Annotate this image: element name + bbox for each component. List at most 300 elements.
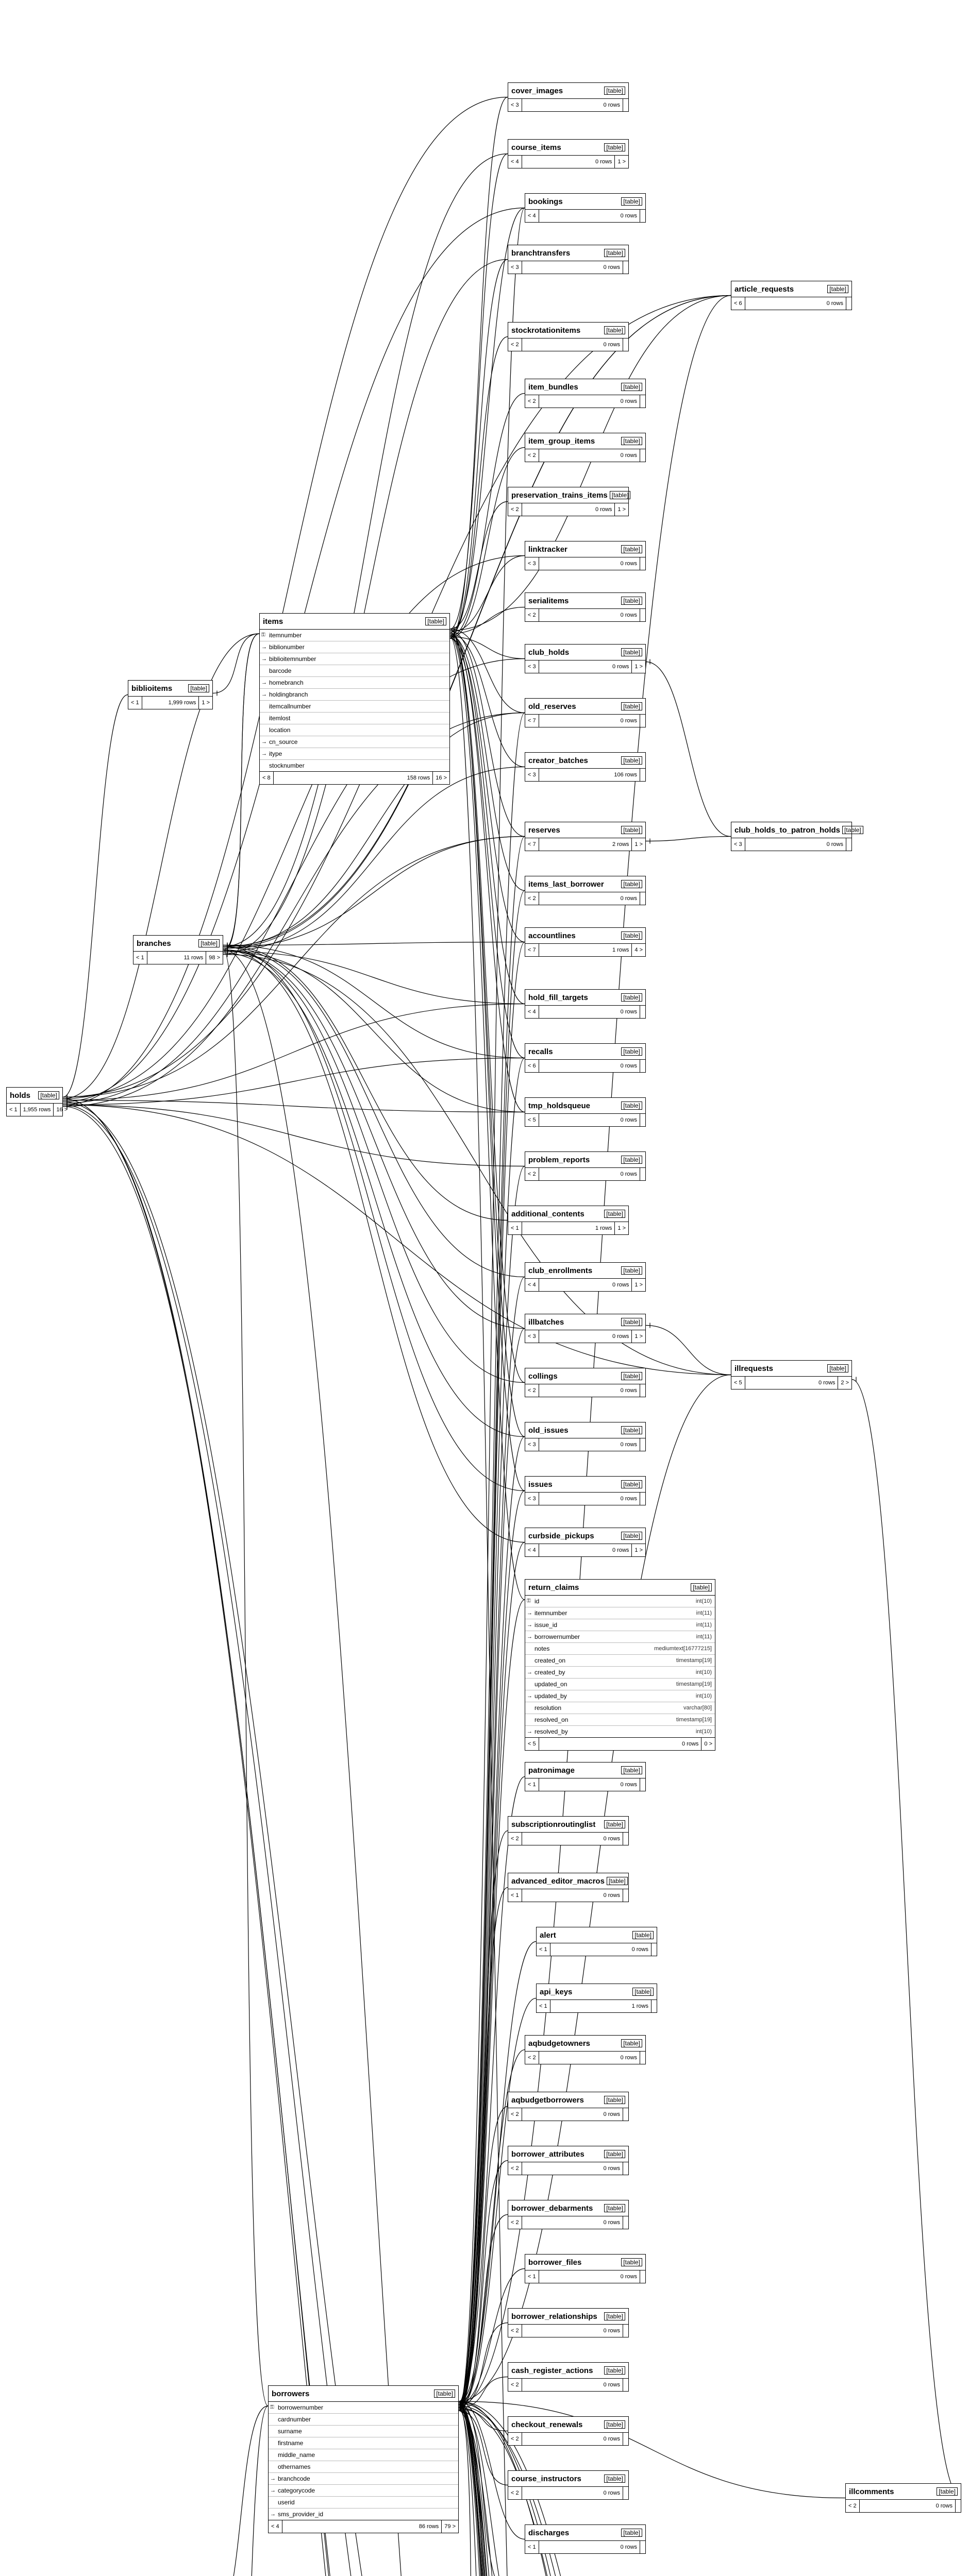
table-creator-batches[interactable] bbox=[525, 752, 646, 782]
table-name[interactable]: borrowers bbox=[272, 2389, 310, 2398]
table-footer bbox=[846, 2500, 961, 2512]
table-biblioitems[interactable] bbox=[128, 680, 213, 709]
child-count[interactable] bbox=[623, 2108, 628, 2121]
parent-count[interactable]: < 2 bbox=[525, 395, 539, 408]
table-reserves[interactable] bbox=[525, 822, 646, 851]
foreign-key-column[interactable] bbox=[525, 1667, 715, 1679]
parent-count[interactable]: < 2 bbox=[508, 2379, 522, 2391]
table-hold-fill-targets[interactable] bbox=[525, 989, 646, 1019]
table-type-tag: [table] bbox=[607, 1877, 628, 1885]
table-name[interactable]: biblioitems bbox=[131, 684, 173, 693]
table-additional-contents[interactable] bbox=[508, 1206, 629, 1235]
child-count[interactable]: 1 > bbox=[202, 700, 210, 706]
table-borrower-attributes[interactable] bbox=[508, 2146, 629, 2175]
table-name[interactable]: item_bundles bbox=[528, 382, 578, 392]
child-count[interactable] bbox=[640, 609, 645, 621]
column-name: → itemnumber bbox=[534, 1609, 567, 1617]
table-subscriptionroutinglist[interactable] bbox=[508, 1816, 629, 1845]
child-count[interactable] bbox=[640, 1778, 645, 1791]
child-count[interactable] bbox=[640, 892, 645, 905]
table-name[interactable]: illrequests bbox=[734, 1364, 774, 1373]
table-footer bbox=[508, 2216, 628, 2229]
child-count[interactable]: 1 > bbox=[634, 664, 643, 670]
row-count: 0 rows bbox=[539, 1330, 632, 1343]
table-items-last-borrower[interactable] bbox=[525, 876, 646, 905]
foreign-key-column[interactable] bbox=[525, 1607, 715, 1619]
child-count[interactable] bbox=[623, 2433, 628, 2445]
relationship-edge bbox=[63, 1102, 536, 2576]
foreign-key-column[interactable] bbox=[269, 2473, 458, 2485]
table-footer bbox=[508, 1222, 628, 1234]
parent-count[interactable]: < 6 bbox=[525, 1060, 539, 1072]
row-count: 0 rows bbox=[539, 1060, 640, 1072]
table-name[interactable]: recalls bbox=[528, 1047, 553, 1056]
table-illrequests[interactable] bbox=[731, 1360, 852, 1389]
parent-count[interactable]: < 3 bbox=[525, 1493, 539, 1505]
child-count[interactable] bbox=[651, 2000, 657, 2012]
relationship-edge bbox=[214, 2406, 268, 2576]
table-curbside-pickups[interactable] bbox=[525, 1528, 646, 1557]
parent-count[interactable]: < 2 bbox=[525, 1384, 539, 1397]
child-count[interactable] bbox=[623, 1889, 628, 1902]
parent-count[interactable]: < 3 bbox=[508, 99, 522, 111]
table-branches[interactable] bbox=[133, 935, 223, 964]
table-name[interactable]: club_holds_to_patron_holds bbox=[734, 825, 841, 835]
child-count[interactable] bbox=[623, 2325, 628, 2337]
table-footer bbox=[525, 1384, 645, 1397]
table-name[interactable]: illbatches bbox=[528, 1317, 564, 1327]
foreign-key-column[interactable] bbox=[260, 748, 449, 760]
table-items[interactable] bbox=[259, 613, 450, 785]
table-header bbox=[731, 822, 861, 838]
table-name[interactable]: illcomments bbox=[849, 2487, 894, 2496]
parent-count[interactable]: < 1 bbox=[508, 1889, 522, 1902]
table-name[interactable]: item_group_items bbox=[528, 436, 595, 446]
table-return-claims[interactable] bbox=[525, 1579, 715, 1751]
parent-count[interactable]: < 2 bbox=[508, 2108, 522, 2121]
column-name: → categorycode bbox=[278, 2487, 315, 2494]
row-count: 86 rows bbox=[282, 2520, 442, 2533]
child-count[interactable] bbox=[623, 261, 628, 274]
child-count[interactable] bbox=[640, 1006, 645, 1018]
table-alert[interactable] bbox=[536, 1927, 657, 1956]
row-count: 0 rows bbox=[539, 1384, 640, 1397]
table-name[interactable]: tmp_holdsqueue bbox=[528, 1101, 591, 1110]
table-borrower-files[interactable] bbox=[525, 2254, 646, 2283]
foreign-key-column[interactable] bbox=[525, 1619, 715, 1631]
table-aqbudgetborrowers[interactable] bbox=[508, 2092, 629, 2121]
table-name[interactable]: items_last_borrower bbox=[528, 879, 604, 889]
child-count[interactable] bbox=[623, 338, 628, 351]
parent-count[interactable]: < 4 bbox=[525, 1006, 539, 1018]
relationship-edge bbox=[223, 950, 525, 1329]
parent-count[interactable]: < 2 bbox=[525, 892, 539, 905]
table-type-tag: [table] bbox=[621, 383, 642, 391]
table-name[interactable]: bookings bbox=[528, 197, 563, 206]
child-count[interactable]: 16 > bbox=[56, 1107, 68, 1113]
parent-count[interactable]: < 3 bbox=[525, 557, 539, 570]
child-count[interactable]: 1 > bbox=[617, 1225, 626, 1231]
column[interactable] bbox=[260, 713, 449, 724]
table-name[interactable]: subscriptionroutinglist bbox=[511, 1820, 596, 1829]
table-branchtransfers[interactable] bbox=[508, 245, 629, 274]
table-header bbox=[525, 990, 645, 1006]
parent-count[interactable]: < 2 bbox=[846, 2500, 860, 2512]
parent-count[interactable]: < 4 bbox=[508, 156, 522, 168]
parent-count[interactable]: < 4 bbox=[269, 2520, 282, 2533]
parent-count[interactable]: < 3 bbox=[508, 261, 522, 274]
column[interactable] bbox=[269, 2449, 458, 2461]
table-club-holds-to-patron-holds[interactable] bbox=[731, 822, 861, 851]
child-count[interactable] bbox=[640, 2270, 645, 2283]
child-count[interactable]: 1 > bbox=[617, 159, 626, 165]
table-name[interactable]: course_instructors bbox=[511, 2474, 581, 2483]
table-preservation-trains-items[interactable] bbox=[508, 487, 629, 516]
table-name[interactable]: discharges bbox=[528, 2528, 570, 2537]
table-name[interactable]: problem_reports bbox=[528, 1155, 590, 1164]
foreign-key-column[interactable] bbox=[260, 736, 449, 748]
parent-count[interactable]: < 2 bbox=[508, 2487, 522, 2499]
table-stockrotationitems[interactable] bbox=[508, 322, 629, 351]
table-type-tag: [table] bbox=[621, 1426, 642, 1434]
row-count: 0 rows bbox=[539, 1114, 640, 1126]
table-course-instructors[interactable] bbox=[508, 2470, 629, 2500]
table-footer bbox=[508, 338, 628, 351]
child-count[interactable]: 79 > bbox=[444, 2523, 456, 2530]
table-name[interactable]: curbside_pickups bbox=[528, 1531, 594, 1540]
parent-count[interactable]: < 1 bbox=[508, 1222, 522, 1234]
table-name[interactable]: branches bbox=[137, 939, 171, 948]
relationship-edge bbox=[646, 837, 731, 841]
foreign-key-column[interactable] bbox=[260, 677, 449, 689]
column[interactable] bbox=[269, 2497, 458, 2509]
table-type-tag: [table] bbox=[604, 2150, 625, 2158]
primary-key-column[interactable] bbox=[269, 2402, 458, 2414]
parent-count[interactable]: < 8 bbox=[260, 772, 274, 784]
column[interactable] bbox=[269, 2437, 458, 2449]
table-footer bbox=[525, 892, 645, 905]
table-name[interactable]: stockrotationitems bbox=[511, 326, 581, 335]
table-name[interactable]: items bbox=[263, 617, 283, 626]
table-type-tag: [table] bbox=[632, 1931, 654, 1939]
table-checkout-renewals[interactable] bbox=[508, 2416, 629, 2446]
table-item-bundles[interactable] bbox=[525, 379, 646, 408]
table-accountlines[interactable] bbox=[525, 927, 646, 957]
table-name[interactable]: course_items bbox=[511, 143, 561, 152]
child-count[interactable] bbox=[623, 99, 628, 111]
child-count[interactable]: 1 > bbox=[634, 841, 643, 848]
parent-count[interactable]: < 7 bbox=[525, 715, 539, 727]
table-name[interactable]: cash_register_actions bbox=[511, 2366, 593, 2375]
table-name[interactable]: club_enrollments bbox=[528, 1266, 593, 1275]
table-name[interactable]: advanced_editor_macros bbox=[511, 1876, 605, 1886]
table-name[interactable]: accountlines bbox=[528, 931, 576, 940]
parent-count[interactable]: < 3 bbox=[525, 660, 539, 673]
child-count[interactable]: 0 > bbox=[704, 1741, 712, 1747]
column-name: ⚿ itemnumber bbox=[269, 632, 302, 639]
row-count: 0 rows bbox=[522, 2379, 623, 2391]
parent-count[interactable]: < 3 bbox=[525, 769, 539, 781]
primary-key-column[interactable] bbox=[260, 630, 449, 641]
child-count[interactable] bbox=[640, 210, 645, 222]
table-name[interactable]: preservation_trains_items bbox=[511, 490, 608, 500]
table-name[interactable]: checkout_renewals bbox=[511, 2420, 583, 2429]
table-illcomments[interactable] bbox=[845, 2483, 961, 2513]
table-name[interactable]: holds bbox=[10, 1091, 30, 1100]
table-name[interactable]: borrower_files bbox=[528, 2258, 582, 2267]
table-course-items[interactable] bbox=[508, 139, 629, 168]
child-count[interactable] bbox=[640, 449, 645, 462]
parent-count[interactable]: < 2 bbox=[508, 2325, 522, 2337]
parent-count[interactable]: < 4 bbox=[525, 1279, 539, 1291]
child-count[interactable]: 1 > bbox=[634, 1547, 643, 1553]
table-header bbox=[525, 379, 645, 395]
table-aqbudgetowners[interactable] bbox=[525, 2035, 646, 2064]
table-type-tag: [table] bbox=[937, 2487, 958, 2496]
table-article-requests[interactable] bbox=[731, 281, 852, 310]
column[interactable] bbox=[525, 1679, 715, 1690]
table-bookings[interactable] bbox=[525, 193, 646, 223]
column[interactable] bbox=[269, 2426, 458, 2437]
parent-count[interactable]: < 1 bbox=[525, 1778, 539, 1791]
table-footer bbox=[525, 557, 645, 570]
table-borrower-debarments[interactable] bbox=[508, 2200, 629, 2229]
table-illbatches[interactable] bbox=[525, 1314, 646, 1343]
parent-count[interactable]: < 6 bbox=[731, 297, 745, 310]
column[interactable] bbox=[269, 2461, 458, 2473]
child-count[interactable]: 2 > bbox=[841, 1380, 849, 1386]
parent-count[interactable]: < 1 bbox=[128, 697, 142, 709]
table-name[interactable]: club_holds bbox=[528, 648, 570, 657]
child-count[interactable] bbox=[640, 2541, 645, 2553]
table-name[interactable]: return_claims bbox=[528, 1583, 579, 1592]
foreign-key-column[interactable] bbox=[525, 1690, 715, 1702]
table-footer bbox=[508, 2433, 628, 2445]
table-name[interactable]: borrower_relationships bbox=[511, 2312, 597, 2321]
table-name[interactable]: branchtransfers bbox=[511, 248, 571, 258]
table-name[interactable]: borrower_debarments bbox=[511, 2204, 593, 2213]
column[interactable] bbox=[260, 724, 449, 736]
child-count[interactable] bbox=[640, 395, 645, 408]
parent-count[interactable]: < 2 bbox=[525, 449, 539, 462]
parent-count[interactable]: < 4 bbox=[525, 210, 539, 222]
row-count: 0 rows bbox=[522, 2325, 623, 2337]
child-count[interactable] bbox=[623, 2487, 628, 2499]
table-name[interactable]: borrower_attributes bbox=[511, 2149, 584, 2159]
table-borrowers[interactable] bbox=[268, 2385, 459, 2533]
column[interactable] bbox=[525, 1714, 715, 1726]
parent-count[interactable]: < 2 bbox=[508, 2162, 522, 2175]
table-tmp-holdsqueue[interactable] bbox=[525, 1097, 646, 1127]
parent-count[interactable]: < 2 bbox=[508, 2433, 522, 2445]
table-club-holds[interactable] bbox=[525, 644, 646, 673]
table-advanced-editor-macros[interactable] bbox=[508, 1873, 629, 1902]
column-name: → created_by bbox=[534, 1669, 565, 1676]
column-list bbox=[525, 1596, 715, 1738]
table-problem-reports[interactable] bbox=[525, 1151, 646, 1181]
table-header bbox=[525, 1098, 645, 1114]
child-count[interactable] bbox=[640, 1438, 645, 1451]
column[interactable] bbox=[525, 1702, 715, 1714]
table-name[interactable]: article_requests bbox=[734, 284, 794, 294]
child-count[interactable] bbox=[623, 2216, 628, 2229]
foreign-key-column[interactable] bbox=[525, 1631, 715, 1643]
parent-count[interactable]: < 2 bbox=[508, 2216, 522, 2229]
column[interactable] bbox=[525, 1643, 715, 1655]
table-type-tag: [table] bbox=[604, 2312, 625, 2320]
parent-count[interactable]: < 1 bbox=[525, 2270, 539, 2283]
parent-count[interactable]: < 3 bbox=[525, 1438, 539, 1451]
foreign-key-column[interactable] bbox=[260, 653, 449, 665]
parent-count[interactable]: < 7 bbox=[525, 944, 539, 956]
table-old-reserves[interactable] bbox=[525, 698, 646, 727]
table-name[interactable]: old_reserves bbox=[528, 702, 576, 711]
child-count[interactable] bbox=[640, 2052, 645, 2064]
table-serialitems[interactable] bbox=[525, 592, 646, 622]
table-name[interactable]: old_issues bbox=[528, 1426, 569, 1435]
table-collings[interactable] bbox=[525, 1368, 646, 1397]
column[interactable] bbox=[260, 665, 449, 677]
table-name[interactable]: collings bbox=[528, 1371, 558, 1381]
column[interactable] bbox=[260, 701, 449, 713]
child-count[interactable] bbox=[640, 1060, 645, 1072]
table-name[interactable]: creator_batches bbox=[528, 756, 588, 765]
child-count[interactable] bbox=[640, 1168, 645, 1180]
table-name[interactable]: api_keys bbox=[540, 1987, 573, 1996]
table-api-keys[interactable] bbox=[536, 1984, 657, 2013]
parent-count[interactable]: < 2 bbox=[525, 1168, 539, 1180]
parent-count[interactable]: < 4 bbox=[525, 1544, 539, 1556]
row-count: 0 rows bbox=[745, 297, 846, 310]
column-name: ⚿ borrowernumber bbox=[278, 2404, 324, 2411]
row-count: 1,999 rows bbox=[142, 697, 199, 709]
table-discharges[interactable] bbox=[525, 2524, 646, 2554]
relationship-edge bbox=[646, 662, 731, 837]
table-issues[interactable] bbox=[525, 1476, 646, 1505]
table-name[interactable]: cover_images bbox=[511, 86, 563, 95]
table-footer bbox=[260, 772, 449, 784]
child-count[interactable] bbox=[640, 1493, 645, 1505]
child-count[interactable] bbox=[623, 2162, 628, 2175]
parent-count[interactable]: < 2 bbox=[525, 609, 539, 621]
parent-count[interactable]: < 5 bbox=[731, 1377, 745, 1389]
table-patronimage[interactable] bbox=[525, 1762, 646, 1791]
table-name[interactable]: reserves bbox=[528, 825, 560, 835]
table-header bbox=[525, 1263, 645, 1279]
table-recalls[interactable] bbox=[525, 1043, 646, 1073]
foreign-key-column[interactable] bbox=[525, 1726, 715, 1737]
table-borrower-relationships[interactable] bbox=[508, 2308, 629, 2337]
child-count[interactable] bbox=[623, 2379, 628, 2391]
table-name[interactable]: serialitems bbox=[528, 596, 569, 605]
table-header bbox=[7, 1088, 62, 1104]
child-count[interactable] bbox=[956, 2500, 961, 2512]
row-count: 0 rows bbox=[539, 2052, 640, 2064]
parent-count[interactable]: < 2 bbox=[508, 338, 522, 351]
row-count: 1 rows bbox=[539, 944, 632, 956]
parent-count[interactable]: < 2 bbox=[508, 503, 522, 516]
child-count[interactable] bbox=[846, 838, 851, 851]
child-count[interactable] bbox=[640, 1114, 645, 1126]
table-name[interactable]: alert bbox=[540, 1930, 556, 1940]
table-name[interactable]: aqbudgetborrowers bbox=[511, 2095, 584, 2105]
table-name[interactable]: linktracker bbox=[528, 545, 567, 554]
child-count[interactable]: 1 > bbox=[634, 1333, 643, 1340]
table-header bbox=[525, 645, 645, 660]
table-name[interactable]: issues bbox=[528, 1480, 553, 1489]
table-type-tag: [table] bbox=[38, 1091, 59, 1099]
row-count: 0 rows bbox=[539, 660, 632, 673]
parent-count[interactable]: < 2 bbox=[508, 1833, 522, 1845]
child-count[interactable]: 1 > bbox=[617, 506, 626, 513]
table-footer bbox=[525, 2541, 645, 2553]
parent-count[interactable]: < 1 bbox=[525, 2541, 539, 2553]
parent-count[interactable]: < 3 bbox=[731, 838, 745, 851]
relationship-edge bbox=[223, 947, 525, 1491]
table-club-enrollments[interactable] bbox=[525, 1262, 646, 1292]
child-count[interactable]: 98 > bbox=[209, 955, 220, 961]
foreign-key-column[interactable] bbox=[269, 2509, 458, 2520]
child-count[interactable]: 4 > bbox=[634, 947, 643, 953]
foreign-key-column[interactable] bbox=[269, 2485, 458, 2497]
child-count[interactable] bbox=[846, 297, 851, 310]
table-header bbox=[525, 876, 645, 892]
column-list bbox=[260, 630, 449, 772]
table-name[interactable]: patronimage bbox=[528, 1766, 575, 1775]
parent-count[interactable]: < 3 bbox=[525, 1330, 539, 1343]
child-count[interactable]: 16 > bbox=[436, 775, 447, 781]
parent-count[interactable]: < 5 bbox=[525, 1114, 539, 1126]
child-count[interactable] bbox=[640, 557, 645, 570]
child-count[interactable] bbox=[623, 1833, 628, 1845]
table-name[interactable]: additional_contents bbox=[511, 1209, 584, 1218]
child-count[interactable] bbox=[640, 769, 645, 781]
table-header bbox=[525, 822, 645, 838]
row-count: 1 rows bbox=[550, 2000, 651, 2012]
table-old-issues[interactable] bbox=[525, 1422, 646, 1451]
child-count[interactable]: 1 > bbox=[634, 1282, 643, 1288]
relationship-edge bbox=[223, 953, 525, 1437]
column[interactable] bbox=[260, 760, 449, 771]
parent-count[interactable]: < 7 bbox=[525, 838, 539, 851]
table-cover-images[interactable] bbox=[508, 82, 629, 112]
child-count[interactable] bbox=[640, 715, 645, 727]
foreign-key-column[interactable] bbox=[260, 641, 449, 653]
parent-count[interactable]: < 1 bbox=[133, 952, 147, 964]
column[interactable] bbox=[269, 2414, 458, 2426]
table-footer bbox=[525, 1279, 645, 1291]
primary-key-column[interactable] bbox=[525, 1596, 715, 1607]
table-name[interactable]: aqbudgetowners bbox=[528, 2039, 591, 2048]
table-holds[interactable] bbox=[6, 1087, 68, 1116]
table-linktracker[interactable] bbox=[525, 541, 646, 570]
parent-count[interactable]: < 1 bbox=[537, 2000, 550, 2012]
foreign-key-column[interactable] bbox=[260, 689, 449, 701]
table-footer bbox=[525, 1006, 645, 1018]
parent-count[interactable]: < 5 bbox=[525, 1738, 539, 1750]
child-count[interactable] bbox=[640, 1384, 645, 1397]
parent-count[interactable]: < 1 bbox=[7, 1104, 21, 1116]
parent-count[interactable]: < 2 bbox=[525, 2052, 539, 2064]
table-header bbox=[508, 2471, 628, 2487]
table-cash-register-actions[interactable] bbox=[508, 2362, 629, 2392]
column[interactable] bbox=[525, 1655, 715, 1667]
column-name: resolution bbox=[534, 1704, 562, 1711]
table-item-group-items[interactable] bbox=[525, 433, 646, 462]
parent-count[interactable]: < 1 bbox=[537, 1943, 550, 1956]
child-count[interactable] bbox=[651, 1943, 657, 1956]
table-name[interactable]: hold_fill_targets bbox=[528, 993, 588, 1002]
